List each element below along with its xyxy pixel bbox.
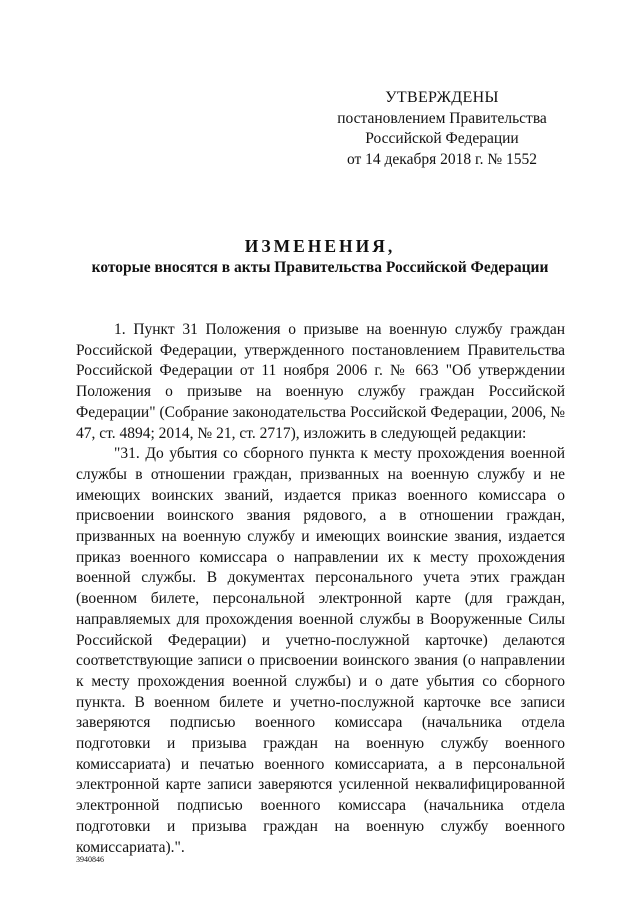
- approval-heading: УТВЕРЖДЕНЫ: [385, 89, 499, 106]
- document-subtitle: которые вносятся в акты Правительства Российской Федерации: [91, 259, 549, 276]
- approval-line-3: от 14 декабря 2018 г. № 1552: [346, 150, 538, 168]
- paragraph-1: 1. Пункт 31 Положения о призыве на военную службу граждан Российской Федерации, утвержденного постановлением Правительства Российской Федерации от 11 ноября 2006 г. № 663 "Об утверждении Положения о призыве на военную службу граждан Российской Федерации" (Собрание законодательства Российской Федерации, 2006, № 47, ст. 4894; 2014, № 21, ст. 2717), изложить в следующей редакции:: [76, 321, 565, 442]
- footer-document-code: 3940846: [76, 855, 104, 864]
- approval-stamp: [320, 88, 564, 170]
- approval-line-1: постановлением Правительства: [337, 109, 547, 127]
- paragraph-2: "31. До убытия со сборного пункта к месту прохождения военной службы в отношении граждан, призванных на военную службу и не имеющих воинских званий, издается приказ военного комиссара о присвоении воинского звания рядового, а в отношении граждан, призванных на военную службу и имеющих воинские звания, издается приказ военного комиссара о направлении их к месту прохождения военной службы. В документах персонального учета этих граждан (военном билете, персональной электронной карте (для граждан, направляемых для прохождения военной службы в Вооруженные Силы Российской Федерации) и учетно-послужной карточке) делаются соответствующие записи о присвоении воинского звания (о направлении к месту прохождения военной службы) и о дате убытия со сборного пункта. В военном билете и учетно-послужной карточке все записи заверяются подписью военного комиссара (начальника отдела подготовки и призыва граждан на военную службу военного комиссариата) и печатью военного комиссариата, а в персональной электронной карте записи заверяются усиленной неквалифицированной электронной подписью военного комиссара (начальника отдела подготовки и призыва граждан на военную службу военного комиссариата).".: [76, 445, 565, 856]
- document-body: [76, 320, 565, 858]
- document-title: ИЗМЕНЕНИЯ,: [244, 236, 396, 256]
- approval-line-2: Российской Федерации: [365, 130, 519, 147]
